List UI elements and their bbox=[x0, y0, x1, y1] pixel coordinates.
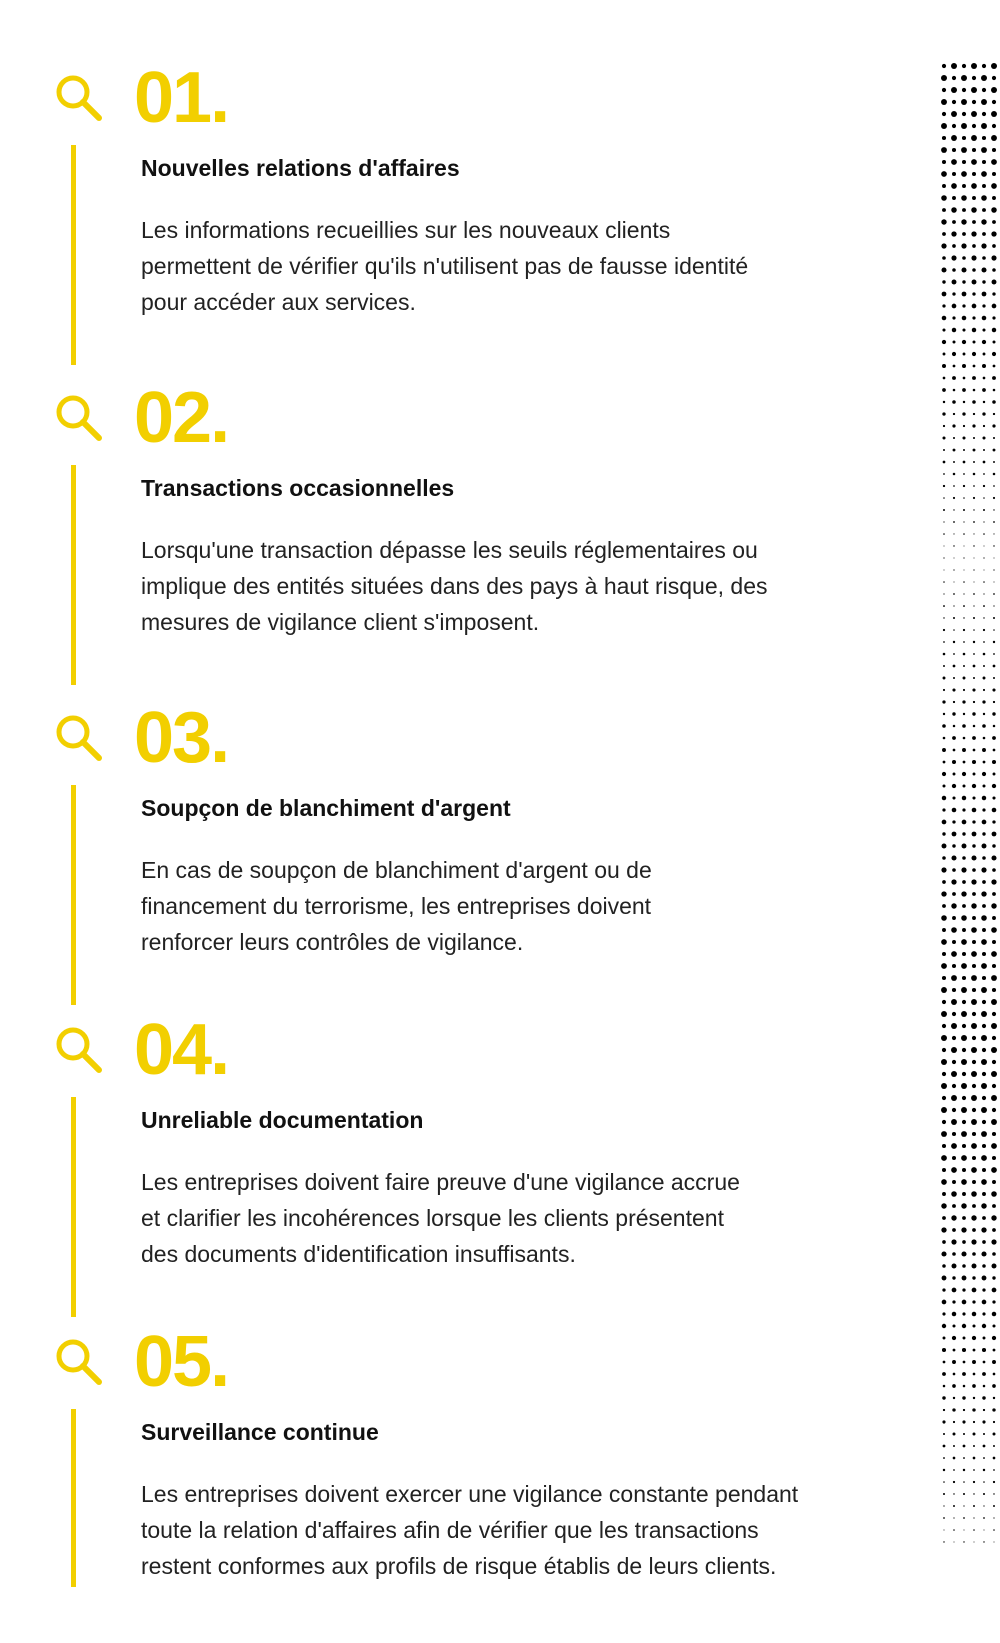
description-line: Les entreprises doivent exercer une vigilance constante pendant bbox=[141, 1481, 799, 1507]
description-line: Les entreprises doivent faire preuve d'une vigilance accrue bbox=[141, 1169, 740, 1195]
description-line: En cas de soupçon de blanchiment d'argent ou de bbox=[141, 857, 652, 883]
search-icon bbox=[53, 392, 105, 444]
description-line: des documents d'identification insuffisants. bbox=[141, 1241, 576, 1267]
step-title: Transactions occasionnelles bbox=[141, 475, 455, 501]
step-title: Unreliable documentation bbox=[141, 1107, 424, 1133]
halftone-dot-pattern bbox=[940, 60, 1000, 1550]
timeline-line bbox=[71, 785, 76, 1005]
description-line: Lorsqu'une transaction dépasse les seuils réglementaires ou bbox=[141, 537, 758, 563]
step-number: 04. bbox=[134, 1010, 229, 1090]
description-line: restent conformes aux profils de risque établis de leurs clients. bbox=[141, 1553, 777, 1579]
step-description bbox=[141, 1164, 861, 1272]
step-title: Nouvelles relations d'affaires bbox=[141, 155, 460, 181]
search-icon bbox=[53, 1024, 105, 1076]
step-title: Soupçon de blanchiment d'argent bbox=[141, 795, 511, 821]
step-number: 02. bbox=[134, 378, 229, 458]
search-icon bbox=[53, 72, 105, 124]
timeline-line bbox=[71, 1097, 76, 1317]
description-line: mesures de vigilance client s'imposent. bbox=[141, 609, 540, 635]
step-number: 03. bbox=[134, 698, 229, 778]
description-line: financement du terrorisme, les entreprises doivent bbox=[141, 893, 652, 919]
step-description bbox=[141, 852, 861, 960]
search-icon bbox=[53, 712, 105, 764]
description-line: et clarifier les incohérences lorsque les clients présentent bbox=[141, 1205, 724, 1231]
search-icon bbox=[53, 1336, 105, 1388]
step-number: 05. bbox=[134, 1322, 229, 1402]
step-number: 01. bbox=[134, 58, 229, 138]
description-line: Les informations recueillies sur les nouveaux clients bbox=[141, 217, 671, 243]
description-line: pour accéder aux services. bbox=[141, 289, 416, 315]
step-description bbox=[141, 532, 861, 640]
timeline-line bbox=[71, 145, 76, 365]
timeline-line bbox=[71, 465, 76, 685]
step-description bbox=[141, 1476, 861, 1584]
step-description bbox=[141, 212, 861, 320]
description-line: toute la relation d'affaires afin de vérifier que les transactions bbox=[141, 1517, 759, 1543]
description-line: renforcer leurs contrôles de vigilance. bbox=[141, 929, 524, 955]
description-line: permettent de vérifier qu'ils n'utilisent pas de fausse identité bbox=[141, 253, 749, 279]
description-line: implique des entités situées dans des pays à haut risque, des bbox=[141, 573, 768, 599]
step-title: Surveillance continue bbox=[141, 1419, 379, 1445]
timeline-line bbox=[71, 1409, 76, 1587]
